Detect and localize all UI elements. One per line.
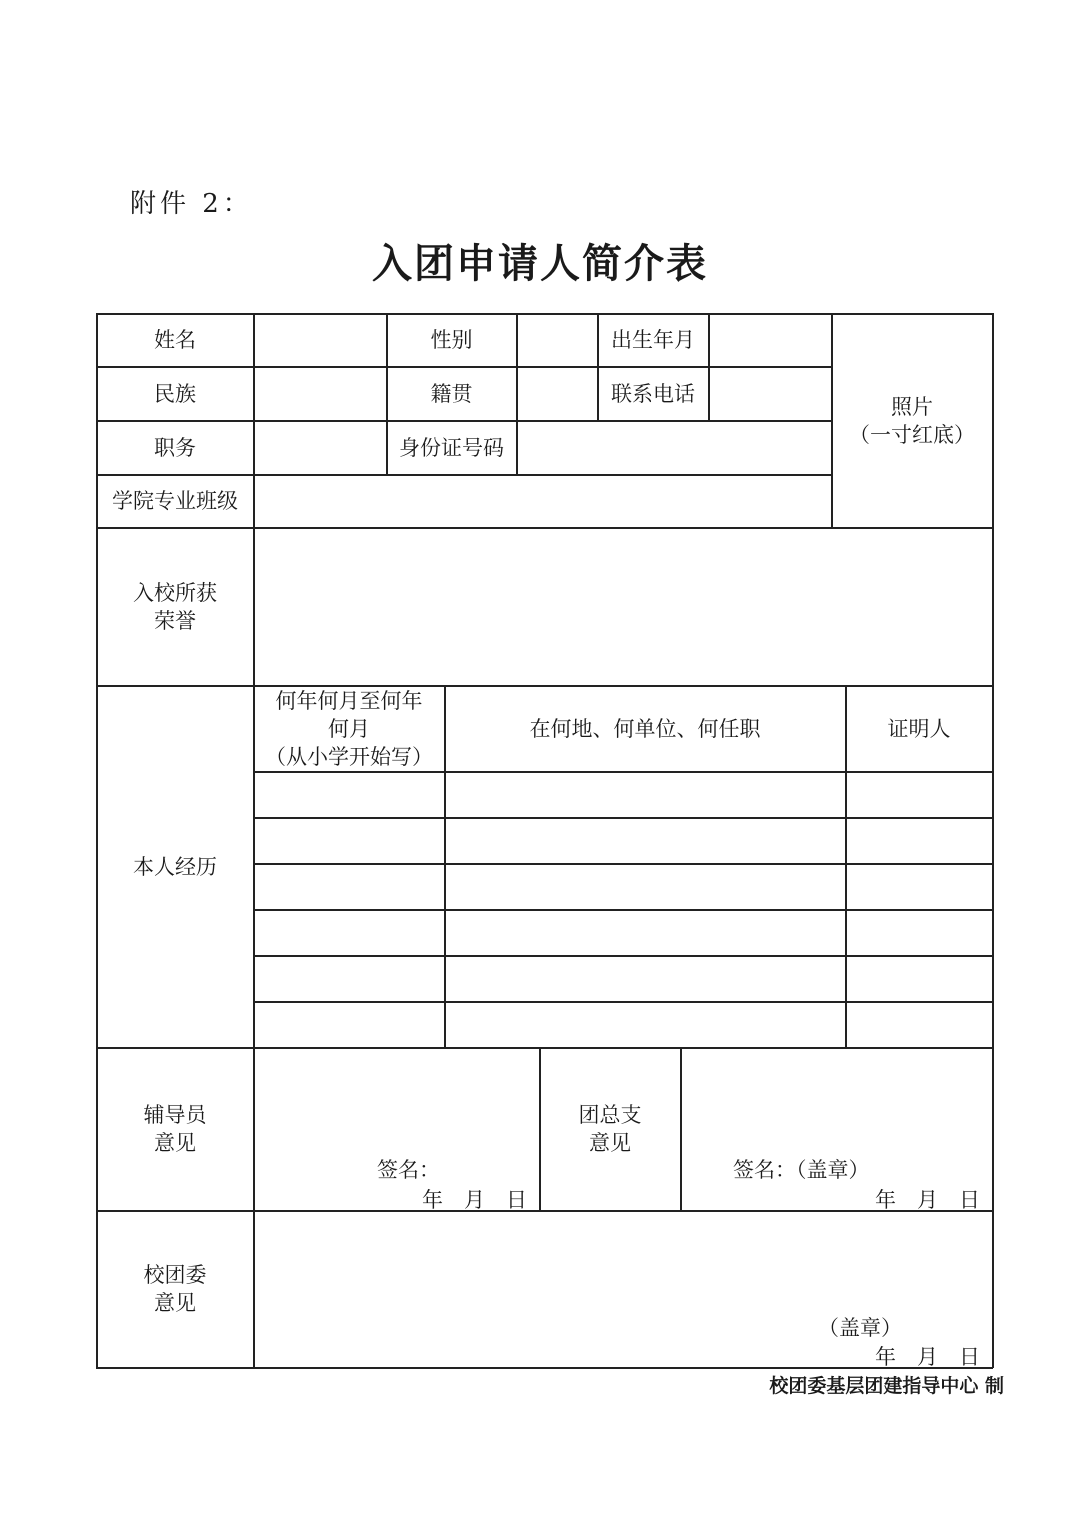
- position-field[interactable]: [255, 422, 385, 473]
- experience-period-header: [254, 686, 444, 771]
- experience-period-field[interactable]: [255, 773, 443, 816]
- birth-label: 出生年月: [611, 328, 695, 352]
- experience-witness-field[interactable]: [847, 957, 991, 1000]
- honors-label-line1: 入校所获: [133, 580, 217, 605]
- experience-witness-field[interactable]: [847, 819, 991, 862]
- form-title: 入团申请人简介表: [372, 241, 708, 287]
- gender-label: 性别: [430, 328, 473, 352]
- ethnicity-field[interactable]: [255, 368, 385, 419]
- experience-witness-field[interactable]: [847, 911, 991, 954]
- id-number-field[interactable]: [518, 422, 830, 473]
- branch-signature-label: 签名：（盖章）: [733, 1158, 870, 1182]
- name-label: 姓名: [154, 328, 196, 352]
- origin-field[interactable]: [518, 368, 596, 419]
- branch-label-line2: 意见: [589, 1131, 631, 1155]
- experience-detail-field[interactable]: [446, 819, 844, 862]
- honors-label-line2: 荣誉: [154, 608, 196, 633]
- league-opinion-label: [97, 1211, 253, 1367]
- origin-label: 籍贯: [430, 381, 473, 406]
- experience-period-field[interactable]: [255, 911, 443, 954]
- class-field[interactable]: [255, 476, 830, 526]
- phone-label: 联系电话: [611, 381, 695, 406]
- league-seal-label: （盖章）: [818, 1316, 902, 1340]
- league-label-line2: 意见: [154, 1291, 196, 1315]
- experience-witness-field[interactable]: [847, 865, 991, 908]
- experience-period-field[interactable]: [255, 819, 443, 862]
- experience-detail-field[interactable]: [446, 1003, 844, 1046]
- experience-witness-field[interactable]: [847, 1003, 991, 1046]
- attachment-label: 附件 2：: [130, 189, 253, 219]
- honors-label: [97, 528, 253, 685]
- advisor-signature-label: 签名：: [377, 1158, 440, 1182]
- experience-period-field[interactable]: [255, 1003, 443, 1046]
- birth-field[interactable]: [710, 315, 830, 365]
- branch-date-label: 年 月 日: [875, 1188, 980, 1212]
- league-date-label: 年 月 日: [875, 1345, 980, 1369]
- gender-field[interactable]: [518, 315, 596, 365]
- period-header-line3: （从小学开始写）: [265, 744, 433, 769]
- branch-label-line1: 团总支: [578, 1103, 642, 1127]
- photo-label: 照片: [891, 394, 933, 419]
- id-number-label: 身份证号码: [399, 435, 504, 460]
- advisor-date-label: 年 月 日: [422, 1188, 527, 1212]
- maker-credit: 校团委基层团建指导中心 制: [769, 1375, 1004, 1397]
- name-field[interactable]: [255, 315, 385, 365]
- period-header-line1: 何年何月至何年: [275, 688, 423, 713]
- experience-witness-field[interactable]: [847, 773, 991, 816]
- league-label-line1: 校团委: [143, 1263, 207, 1287]
- position-label: 职务: [154, 435, 196, 460]
- experience-detail-field[interactable]: [446, 911, 844, 954]
- photo-spec-label: （一寸红底）: [849, 422, 975, 447]
- experience-witness-header: 证明人: [887, 716, 951, 741]
- experience-detail-field[interactable]: [446, 957, 844, 1000]
- experience-detail-field[interactable]: [446, 865, 844, 908]
- advisor-opinion-label: [97, 1048, 253, 1210]
- advisor-label-line2: 意见: [154, 1131, 196, 1155]
- experience-label: 本人经历: [133, 854, 217, 879]
- class-label: 学院专业班级: [112, 489, 238, 513]
- honors-field[interactable]: [255, 529, 991, 684]
- experience-detail-field[interactable]: [446, 773, 844, 816]
- branch-opinion-label: [540, 1048, 680, 1210]
- photo-box[interactable]: [832, 314, 992, 527]
- advisor-label-line1: 辅导员: [143, 1103, 207, 1127]
- period-header-line2: 何月: [328, 716, 370, 741]
- experience-period-field[interactable]: [255, 865, 443, 908]
- experience-detail-header: 在何地、何单位、何任职: [529, 716, 761, 741]
- ethnicity-label: 民族: [154, 381, 196, 406]
- phone-field[interactable]: [710, 368, 830, 419]
- experience-period-field[interactable]: [255, 957, 443, 1000]
